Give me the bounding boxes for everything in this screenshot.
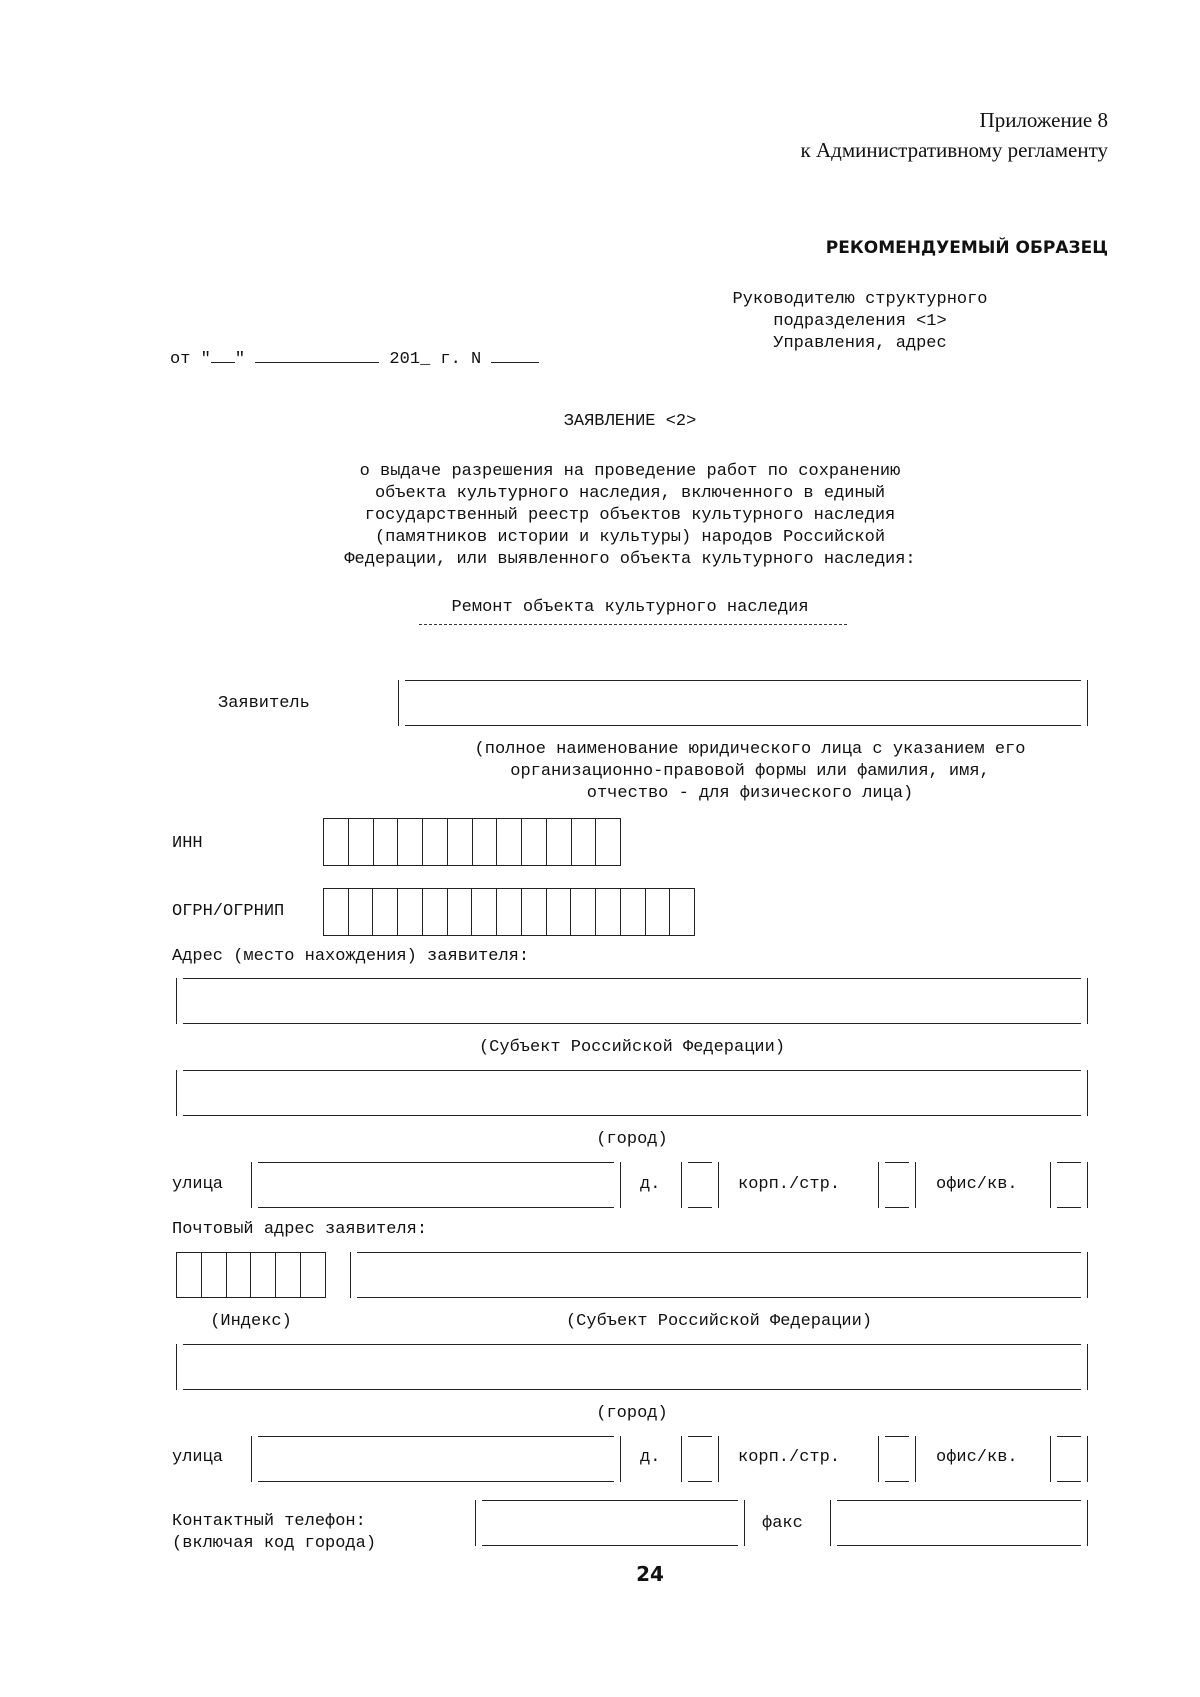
postal-subject-caption: (Субъект Российской Федерации) — [565, 1312, 873, 1331]
address-street-field[interactable] — [251, 1162, 621, 1208]
phone-hint: (включая код города) — [172, 1534, 377, 1553]
ogrn-label: ОГРН/ОГРНИП — [172, 902, 285, 921]
inn-label: ИНН — [172, 834, 203, 853]
address-street-label: улица — [172, 1175, 224, 1194]
address-city-field[interactable] — [176, 1070, 1088, 1116]
applicant-hint-line-1: (полное наименование юридического лица с указанием его — [474, 740, 1026, 759]
address-office-label: офис/кв. — [936, 1175, 1018, 1194]
appendix-reference: к Административному регламенту — [800, 138, 1108, 162]
fax-field[interactable] — [830, 1500, 1088, 1546]
phone-label: Контактный телефон: — [172, 1512, 366, 1531]
address-subject-field[interactable] — [176, 978, 1088, 1024]
addressee-line-2: подразделения <1> — [773, 312, 947, 331]
ogrn-field[interactable] — [323, 888, 695, 936]
address-city-caption: (город) — [596, 1130, 668, 1149]
postal-house-field[interactable] — [681, 1436, 719, 1482]
postal-city-field[interactable] — [176, 1344, 1088, 1390]
address-house-field[interactable] — [681, 1162, 719, 1208]
applicant-hint-line-3: отчество - для физического лица) — [586, 784, 914, 803]
applicant-hint-line-2: организационно-правовой формы или фамилия, имя, — [510, 762, 990, 781]
postal-building-label: корп./стр. — [738, 1448, 841, 1467]
address-building-label: корп./стр. — [738, 1175, 841, 1194]
postal-subject-field[interactable] — [350, 1252, 1088, 1298]
addressee-line-3: Управления, адрес — [773, 334, 947, 353]
postal-building-field[interactable] — [878, 1436, 916, 1482]
address-label: Адрес (место нахождения) заявителя: — [172, 947, 530, 966]
year-and-number-label: 201_ г. N — [389, 350, 482, 369]
title-line-3: государственный реестр объектов культурного наследия — [364, 506, 896, 525]
address-office-field[interactable] — [1050, 1162, 1088, 1208]
postal-index-field[interactable] — [176, 1252, 326, 1298]
applicant-label: Заявитель — [218, 694, 310, 713]
page-number: 24 — [636, 1562, 664, 1586]
title-line-1: о выдаче разрешения на проведение работ по сохранению — [359, 462, 901, 481]
postal-address-label: Почтовый адрес заявителя: — [172, 1220, 428, 1239]
postal-city-caption: (город) — [596, 1404, 668, 1423]
addressee-line-1: Руководителю структурного — [732, 290, 988, 309]
work-type: Ремонт объекта культурного наследия — [451, 598, 809, 617]
postal-street-label: улица — [172, 1448, 224, 1467]
date-line — [170, 344, 539, 369]
postal-street-field[interactable] — [251, 1436, 621, 1482]
date-quote-close: " — [234, 350, 246, 369]
work-type-underline — [419, 624, 847, 625]
sample-label: РЕКОМЕНДУЕМЫЙ ОБРАЗЕЦ — [825, 238, 1108, 258]
phone-field[interactable] — [475, 1500, 745, 1546]
date-from-label: от " — [170, 350, 211, 369]
applicant-name-field[interactable] — [398, 680, 1088, 726]
month-blank[interactable] — [255, 344, 379, 363]
document-title: ЗАЯВЛЕНИЕ <2> — [563, 412, 697, 431]
number-blank[interactable] — [491, 344, 539, 363]
postal-index-caption: (Индекс) — [210, 1312, 292, 1331]
postal-office-label: офис/кв. — [936, 1448, 1018, 1467]
fax-label: факс — [762, 1514, 803, 1533]
appendix-number: Приложение 8 — [979, 108, 1108, 132]
address-house-label: д. — [640, 1175, 661, 1194]
inn-field[interactable] — [323, 818, 621, 866]
day-blank[interactable] — [211, 344, 235, 363]
address-building-field[interactable] — [878, 1162, 916, 1208]
postal-house-label: д. — [640, 1448, 661, 1467]
address-subject-caption: (Субъект Российской Федерации) — [478, 1038, 786, 1057]
title-line-2: объекта культурного наследия, включенного в единый — [374, 484, 886, 503]
title-line-5: Федерации, или выявленного объекта культурного наследия: — [344, 550, 916, 569]
title-line-4: (памятников истории и культуры) народов Российской — [374, 528, 886, 547]
postal-office-field[interactable] — [1050, 1436, 1088, 1482]
